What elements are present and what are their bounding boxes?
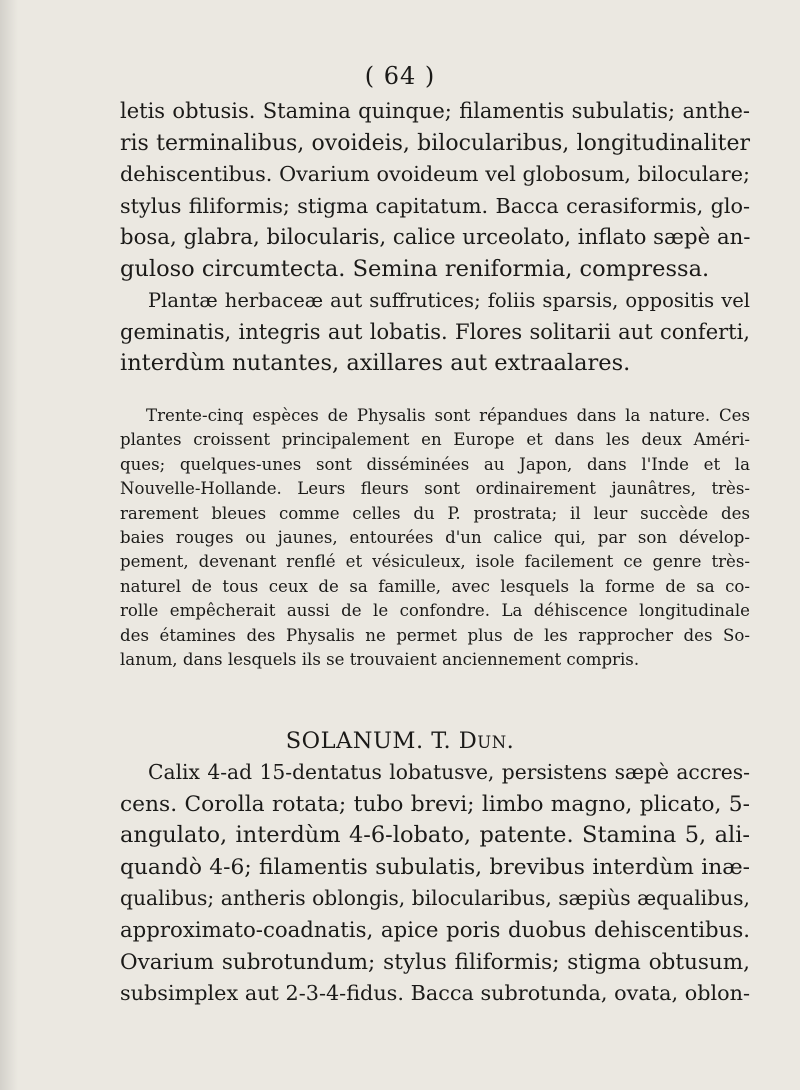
text-line: stylus filiformis; stigma capitatum. Bacca cerasiformis, glo- xyxy=(120,193,750,218)
text-line: bosa, glabra, bilocularis, calice urceolato, inflato sæpè an- xyxy=(120,225,751,251)
text-line: ques; quelques-unes sont disséminées au Japon, dans l'Inde et la xyxy=(120,454,750,474)
text-line: qualibus; antheris oblongis, bilocularibus, sæpiùs æqualibus, xyxy=(120,886,750,911)
text-line: rolle empêcherait aussi de le confondre. La déhiscence longitudinale xyxy=(120,601,750,621)
text-line: interdùm nutantes, axillares aut extraalares. xyxy=(120,350,631,377)
text-line: letis obtusis. Stamina quinque; filamentis subulatis; anthe- xyxy=(120,99,750,123)
text-line: Calix 4-ad 15-dentatus lobatusve, persistens sæpè accres- xyxy=(148,760,750,784)
commentary-paragraph xyxy=(120,404,750,672)
habit-paragraph xyxy=(120,285,750,380)
text-line: lanum, dans lesquels ils se trouvaient anciennement compris. xyxy=(120,649,640,669)
text-line: plantes croissent principalement en Europe et dans les deux Améri- xyxy=(120,430,750,450)
page-number: ( 64 ) xyxy=(364,62,436,90)
text-line: baies rouges ou jaunes, entourées d'un calice qui, par son dévelop- xyxy=(120,527,750,547)
text-line: approximato-coadnatis, apice poris duobus dehiscentibus. xyxy=(120,917,750,943)
text-line: Plantæ herbaceæ aut suffrutices; foliis sparsis, oppositis vel xyxy=(148,289,750,312)
text-line: naturel de tous ceux de sa famille, avec lesquels la forme de sa co- xyxy=(120,576,750,596)
text-line: Trente-cinq espèces de Physalis sont répandues dans la nature. Ces xyxy=(146,406,750,425)
text-line: rarement bleues comme celles du P. prostrata; il leur succède des xyxy=(120,503,750,523)
section-heading xyxy=(0,728,800,754)
text-line: ris terminalibus, ovoideis, bilocularibus, longitudinaliter xyxy=(120,130,750,156)
text-line: subsimplex aut 2-3-4-fidus. Bacca subrotunda, ovata, oblon- xyxy=(120,981,750,1006)
text-line: cens. Corolla rotata; tubo brevi; limbo magno, plicato, 5- xyxy=(120,791,750,817)
text-line: geminatis, integris aut lobatis. Flores solitarii aut conferti, xyxy=(120,319,750,344)
text-line: guloso circumtecta. Semina reniformia, compressa. xyxy=(120,255,710,282)
section-heading-small-caps: UN xyxy=(477,733,507,752)
text-line: angulato, interdùm 4-6-lobato, patente. Stamina 5, ali- xyxy=(120,822,750,849)
section-heading-end: . xyxy=(506,728,515,754)
text-line: des étamines des Physalis ne permet plus de les rapprocher des So- xyxy=(120,625,750,645)
text-line: quandò 4-6; filamentis subulatis, brevibus interdùm inæ- xyxy=(120,854,750,880)
text-line: pement, devenant renflé et vésiculeux, isole facilement ce genre très- xyxy=(120,552,750,572)
genus-description-paragraph xyxy=(120,96,750,286)
section-heading-main: SOLANUM. T. D xyxy=(285,728,478,754)
text-line: dehiscentibus. Ovarium ovoideum vel globosum, biloculare; xyxy=(120,162,750,187)
solanum-description-paragraph xyxy=(120,757,750,1010)
text-line: Ovarium subrotundum; stylus filiformis; stigma obtusum, xyxy=(120,949,750,975)
text-line: Nouvelle-Hollande. Leurs fleurs sont ordinairement jaunâtres, très- xyxy=(120,479,750,499)
